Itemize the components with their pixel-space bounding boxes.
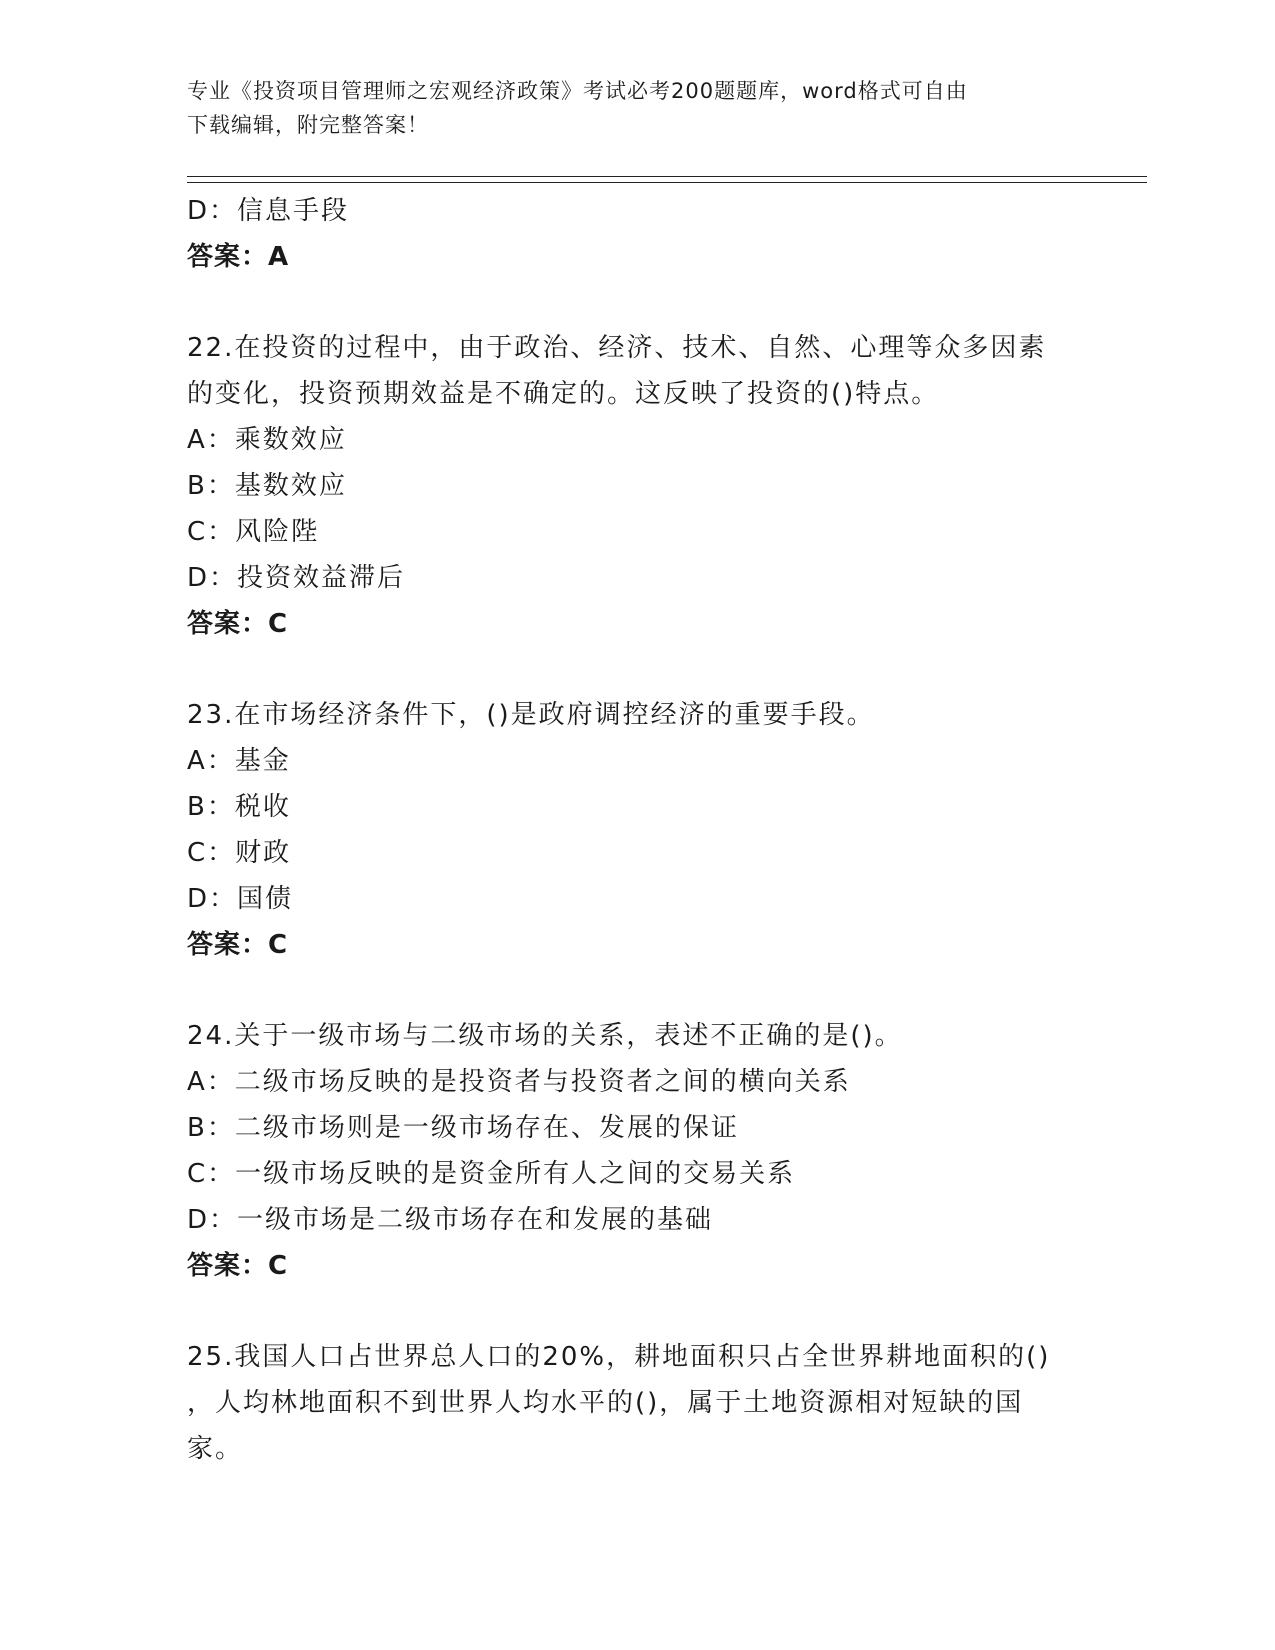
option-d: D：国债 bbox=[187, 884, 294, 914]
option-c: C：财政 bbox=[187, 838, 292, 868]
question-stem: 22.在投资的过程中，由于政治、经济、技术、自然、心理等众多因素 bbox=[187, 333, 1047, 363]
option-a: A：基金 bbox=[187, 746, 291, 776]
answer: 答案：A bbox=[187, 242, 290, 272]
option-a: A：乘数效应 bbox=[187, 425, 347, 455]
question-stem: 24.关于一级市场与二级市场的关系，表述不正确的是()。 bbox=[187, 1021, 903, 1051]
option-d: D：投资效益滞后 bbox=[187, 563, 406, 593]
option-c: C：一级市场反映的是资金所有人之间的交易关系 bbox=[187, 1159, 796, 1189]
question-22 bbox=[187, 325, 1087, 647]
answer: 答案：C bbox=[187, 1251, 289, 1281]
question-stem: ，人均林地面积不到世界人均水平的()，属于土地资源相对短缺的国 bbox=[187, 1388, 1024, 1418]
header-divider-bottom bbox=[187, 182, 1147, 183]
question-stem: 25.我国人口占世界总人口的20%，耕地面积只占全世界耕地面积的() bbox=[187, 1342, 1051, 1372]
question-25 bbox=[187, 1334, 1087, 1472]
question-stem: 家。 bbox=[187, 1434, 244, 1464]
header-line-1: 专业《投资项目管理师之宏观经济政策》考试必考200题题库，word格式可自由 bbox=[187, 79, 968, 103]
option-b: B：基数效应 bbox=[187, 471, 347, 501]
option-d: D：信息手段 bbox=[187, 196, 350, 226]
question-23 bbox=[187, 692, 1087, 968]
header-line-2: 下载编辑，附完整答案！ bbox=[187, 113, 429, 137]
option-b: B：税收 bbox=[187, 792, 291, 822]
option-b: B：二级市场则是一级市场存在、发展的保证 bbox=[187, 1113, 739, 1143]
answer: 答案：C bbox=[187, 609, 289, 639]
previous-question-tail bbox=[187, 188, 1087, 280]
question-stem: 的变化，投资预期效益是不确定的。这反映了投资的()特点。 bbox=[187, 379, 940, 409]
question-24 bbox=[187, 1013, 1087, 1289]
option-c: C：风险陛 bbox=[187, 517, 320, 547]
question-stem: 23.在市场经济条件下，()是政府调控经济的重要手段。 bbox=[187, 700, 875, 730]
header-divider-top bbox=[187, 176, 1147, 177]
document-header bbox=[187, 74, 1087, 142]
answer: 答案：C bbox=[187, 930, 289, 960]
question-content bbox=[187, 188, 1087, 1472]
option-d: D：一级市场是二级市场存在和发展的基础 bbox=[187, 1205, 714, 1235]
option-a: A：二级市场反映的是投资者与投资者之间的横向关系 bbox=[187, 1067, 851, 1097]
